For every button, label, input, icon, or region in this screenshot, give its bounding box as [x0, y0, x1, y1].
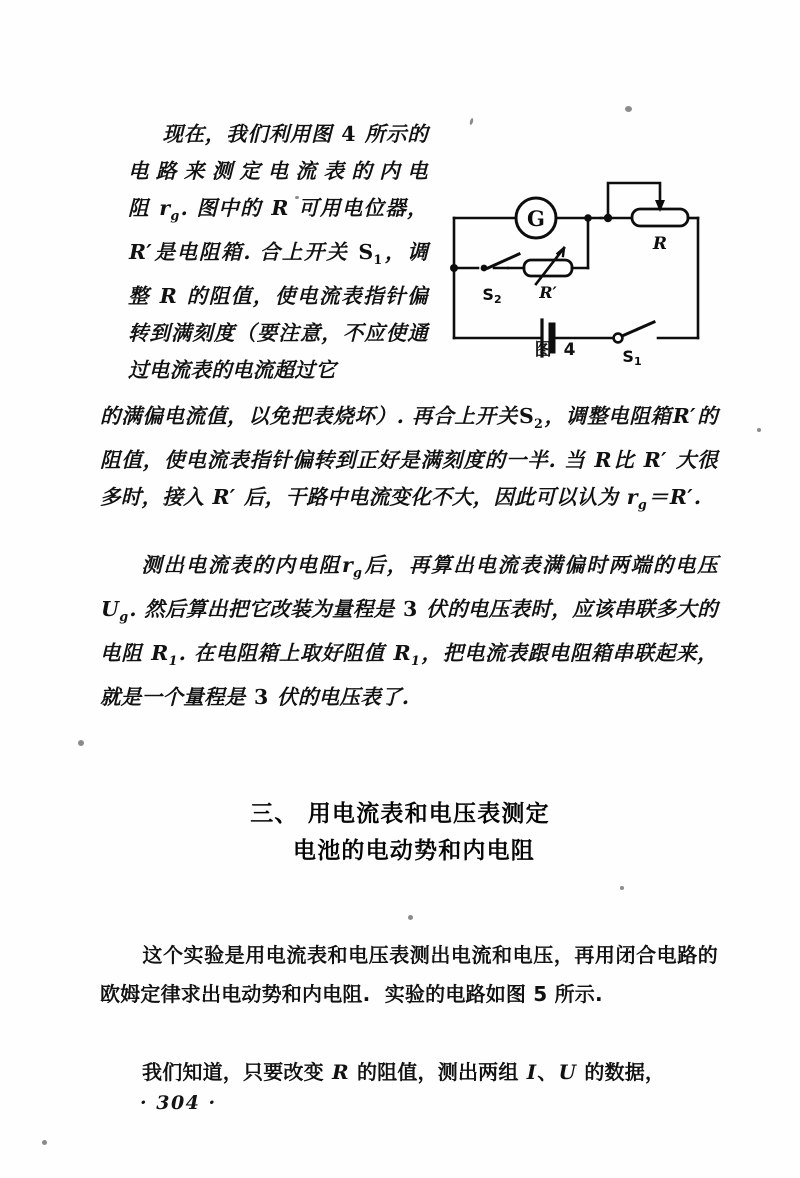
voltage-range-value: 3 — [254, 685, 269, 710]
symbol-rg: $r_g$ — [341, 553, 363, 581]
potentiometer-r-label: R — [652, 234, 668, 254]
heading-line-2: 电池的电动势和内电阻 — [293, 838, 535, 864]
figure-caption — [436, 335, 686, 360]
switch-s1-blade — [622, 322, 654, 336]
symbol-R: R — [271, 196, 289, 220]
symbol-rg: $r_g$ — [626, 485, 648, 513]
symbol-R: R — [159, 284, 178, 309]
paragraph-one-continuation: 的满偏电流值，以免把表烧坏）. 再合上开关$S_2$，调整电阻箱R′的阻值，使电流表指针偏转到正好是满刻度的一半. 当 R比 R′ 大很多时，接入 R′ 后，干路中电流变化不大，因此可以认为 $r_g=R'$. — [100, 404, 718, 513]
scan-speck — [408, 915, 413, 920]
heading-line-1: 三、 用电流表和电压表测定 — [250, 801, 550, 827]
symbol-R-prime: R′ — [212, 485, 236, 510]
switch-s2-pivot — [481, 265, 488, 272]
symbol-U: U — [558, 1060, 577, 1084]
scan-speck — [469, 118, 474, 126]
scan-speck — [625, 106, 632, 112]
scan-speck — [757, 428, 761, 432]
symbol-R1: $R_1$ — [151, 641, 178, 669]
figure-ref-5: 5 — [533, 982, 548, 1006]
switch-s2-label: S2 — [482, 285, 502, 306]
paragraph-one-column: 现在，我们利用图 4 所示的电路来测定电流表的内电阻 $r_g$. 图中的 R 可用电位器，R′是电阻箱. 合上开关 $S_1$，调整 R 的阻值，使电流表指针偏转到满刻度（要注意，不应使通过电流表的电流超过它 — [128, 122, 428, 383]
paragraph-two: 测出电流表的内电阻$r_g$后，再算出电流表满偏时两端的电压$U_g$. 然后算出把它改装为量程是 3 伏的电压表时，应该串联多大的电阻 $R_1$. 在电阻箱上取好阻值 $R_1$，把电流表跟电阻箱串联起来，就是一个量程是 3 伏的电压表了. — [100, 553, 718, 710]
symbol-R-prime: R′ — [672, 404, 696, 428]
figure-ref-4: 4 — [341, 122, 356, 146]
scan-speck — [42, 1140, 47, 1145]
page-number: · 304 · — [140, 1092, 217, 1114]
symbol-R-prime: R′ — [129, 240, 153, 265]
symbol-R: R — [594, 448, 612, 473]
symbol-R: R — [331, 1060, 349, 1084]
galvanometer-label: G — [527, 206, 545, 231]
symbol-Ug: $U_g$ — [101, 597, 129, 625]
symbol-R-prime: R′ — [669, 485, 693, 510]
figure-caption-label: 图 — [534, 340, 564, 360]
figure-caption-number: 4 — [563, 340, 588, 360]
symbol-R1: $R_1$ — [393, 641, 421, 669]
junction-node-left — [450, 264, 458, 272]
paragraph-three: 这个实验是用电流表和电压表测出电流和电压，再用闭合电路的欧姆定律求出电动势和内电阻. 实验的电路如图 5 所示. — [100, 943, 718, 1006]
switch-s1-label: S1 — [622, 347, 642, 368]
symbol-S2: $S_2$ — [518, 404, 544, 432]
junction-node-g — [584, 214, 592, 222]
symbol-R-prime: R′ — [643, 448, 667, 473]
symbol-rg: $r_g$ — [159, 196, 180, 224]
scan-speck — [620, 886, 624, 890]
paragraph-four: 我们知道，只要改变 R 的阻值，测出两组 I、U 的数据， — [142, 1060, 666, 1084]
voltage-range-value: 3 — [403, 597, 418, 622]
section-heading — [120, 796, 680, 870]
switch-s2-blade — [488, 254, 519, 268]
scan-speck — [78, 740, 84, 746]
symbol-I: I — [526, 1060, 537, 1084]
symbol-S1: $S_1$ — [358, 240, 383, 268]
resistance-box-rprime-label: R′ — [539, 283, 557, 302]
